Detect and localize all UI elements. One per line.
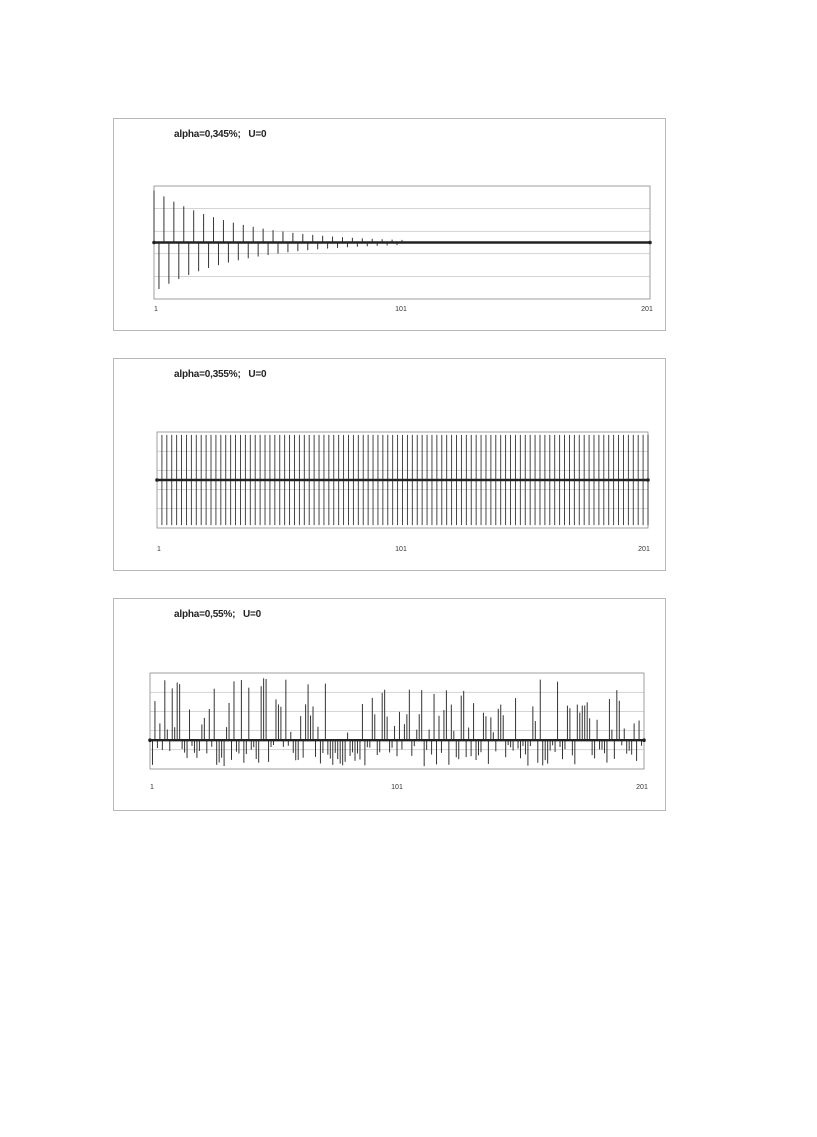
- endpoint-marker: [152, 241, 156, 245]
- endpoint-marker: [646, 478, 650, 482]
- chart-panel-3: [113, 598, 666, 811]
- x-tick-label: 101: [395, 546, 407, 553]
- x-tick-label: 1: [150, 784, 154, 791]
- endpoint-marker: [642, 738, 646, 742]
- chart-1: [114, 119, 667, 332]
- chart-panel-1: [113, 118, 666, 331]
- endpoint-marker: [648, 241, 652, 245]
- x-tick-label: 201: [641, 306, 653, 313]
- chart-3: [114, 599, 667, 812]
- x-tick-label: 201: [636, 784, 648, 791]
- x-tick-label: 201: [638, 546, 650, 553]
- chart-panel-2: [113, 358, 666, 571]
- endpoint-marker: [155, 478, 159, 482]
- endpoint-marker: [148, 738, 152, 742]
- x-tick-label: 101: [395, 306, 407, 313]
- x-tick-label: 1: [157, 546, 161, 553]
- chart-title-3: alpha=0,55%; U=0: [174, 609, 262, 620]
- x-tick-label: 101: [391, 784, 403, 791]
- x-tick-label: 1: [154, 306, 158, 313]
- chart-title-1: alpha=0,345%; U=0: [174, 129, 267, 140]
- chart-title-2: alpha=0,355%; U=0: [174, 369, 267, 380]
- chart-2: [114, 359, 667, 572]
